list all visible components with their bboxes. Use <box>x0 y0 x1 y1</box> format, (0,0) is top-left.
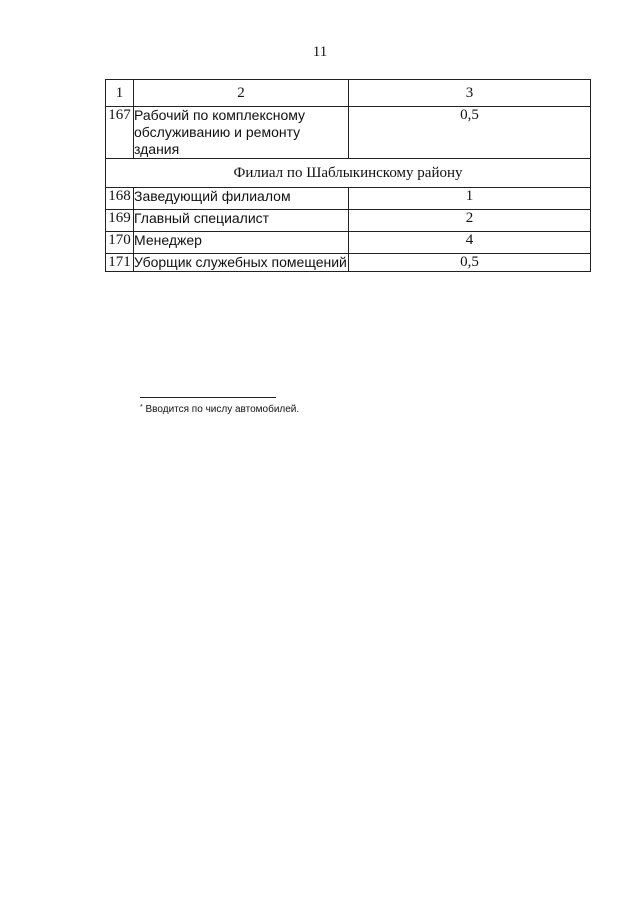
row-number: 169 <box>106 210 134 232</box>
table-row <box>106 188 591 210</box>
row-number: 170 <box>106 232 134 254</box>
column-header-2: 2 <box>134 80 349 107</box>
position-name: Менеджер <box>134 232 349 254</box>
footnote-marker: * <box>140 404 143 411</box>
footnote <box>140 402 299 416</box>
staff-quantity: 2 <box>349 210 591 232</box>
staff-table <box>105 79 591 272</box>
row-number: 171 <box>106 254 134 272</box>
position-name: Главный специалист <box>134 210 349 232</box>
table-row <box>106 232 591 254</box>
row-number: 168 <box>106 188 134 210</box>
position-name: Заведующий филиалом <box>134 188 349 210</box>
page-number: 11 <box>312 44 328 60</box>
position-name: Уборщик служебных помещений <box>134 254 347 270</box>
staff-quantity: 4 <box>349 232 591 254</box>
table-header-row <box>106 80 591 107</box>
row-number: 167 <box>106 107 134 159</box>
footnote-divider <box>140 397 276 398</box>
staff-quantity: 0,5 <box>349 254 591 272</box>
footnote-text: Вводится по числу автомобилей. <box>145 404 300 415</box>
staff-quantity: 0,5 <box>349 107 591 159</box>
position-name: Рабочий по комплексному обслуживанию и ремонту здания <box>134 107 349 159</box>
column-header-1: 1 <box>106 80 134 107</box>
staff-quantity: 1 <box>349 188 591 210</box>
table-row <box>106 254 591 272</box>
table-row <box>106 210 591 232</box>
section-title: Филиал по Шаблыкинскому району <box>106 159 591 188</box>
table-row <box>106 107 591 159</box>
column-header-3: 3 <box>349 80 591 107</box>
section-row <box>106 159 591 188</box>
